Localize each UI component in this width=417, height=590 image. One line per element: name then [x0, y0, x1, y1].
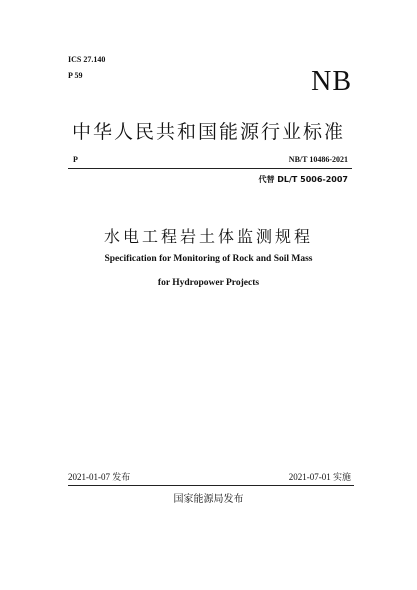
publisher: 国家能源局发布: [173, 494, 244, 505]
standard-number: NB/T 10486-2021: [288, 155, 348, 164]
standard-logo: NB: [311, 66, 352, 97]
issue-date: 2021-01-07 发布: [68, 472, 131, 482]
standard-type-title: 中华人民共和国能源行业标准: [71, 121, 345, 143]
header-divider: [68, 168, 352, 169]
standard-category: P: [73, 155, 78, 164]
document-title-cn: 水电工程岩土体监测规程: [103, 227, 313, 246]
document-title-en-line1: Specification for Monitoring of Rock and Soil Mass: [104, 254, 313, 264]
replaces-standard: 代替 DL/T 5006-2007: [258, 175, 348, 184]
implementation-date: 2021-07-01 实施: [288, 472, 351, 482]
classification-code: P 59: [68, 71, 83, 80]
ics-code: ICS 27.140: [68, 55, 106, 64]
footer-divider: [68, 485, 354, 486]
document-title-en-line2: for Hydropower Projects: [157, 278, 260, 288]
